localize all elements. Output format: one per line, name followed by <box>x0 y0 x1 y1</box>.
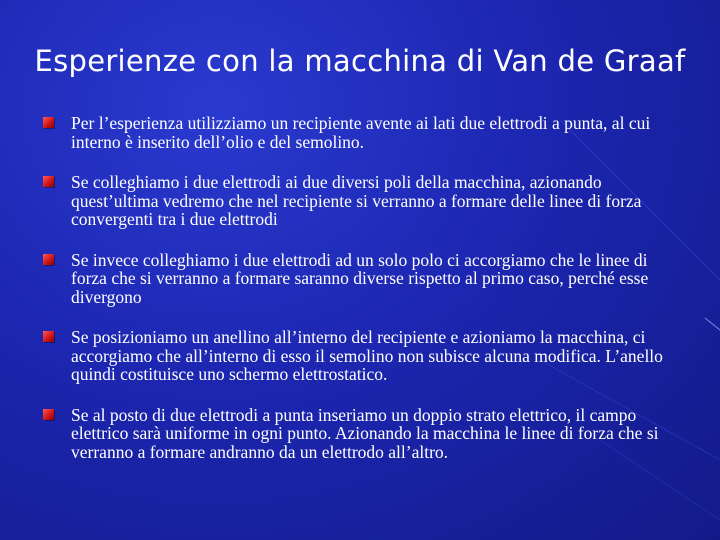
bullet-item <box>43 251 683 307</box>
square-bullet-icon <box>43 409 54 420</box>
square-bullet-icon <box>43 254 54 265</box>
bullet-text: Se colleghiamo i due elettrodi ai due diversi poli della macchina, azionando quest’ultima vedremo che nel recipiente si verranno a formare delle linee di forza convergenti tra i due elettrodi <box>71 172 642 229</box>
bullet-list <box>43 114 683 483</box>
bullet-text: Per l’esperienza utilizziamo un recipiente avente ai lati due elettrodi a punta, al cui interno è inserito dell’olio e del semolino. <box>71 113 651 152</box>
bullet-item <box>43 173 683 229</box>
bullet-text: Se invece colleghiamo i due elettrodi ad un solo polo ci accorgiamo che le linee di forza che si verranno a formare saranno diverse rispetto al primo caso, perché esse divergono <box>71 249 649 307</box>
bullet-text: Se posizioniamo un anellino all’interno del recipiente e azioniamo la macchina, ci accorgiamo che all’interno di esso il semolino non subisce alcuna modifica. L’anello quindi costituisce uno schermo elettrostatico. <box>71 327 663 384</box>
bullet-item <box>43 114 683 151</box>
square-bullet-icon <box>43 331 54 342</box>
slide-title: Esperienze con la macchina di Van de Graaf <box>34 44 686 78</box>
bullet-item <box>43 328 683 384</box>
bullet-item <box>43 406 683 462</box>
square-bullet-icon <box>43 176 54 187</box>
square-bullet-icon <box>43 117 54 128</box>
bullet-text: Se al posto di due elettrodi a punta inseriamo un doppio strato elettrico, il campo elettrico sarà uniforme in ogni punto. Azionando la macchina le linee di forza che si verranno a formare andranno da un elettrodo all’altro. <box>71 404 659 462</box>
